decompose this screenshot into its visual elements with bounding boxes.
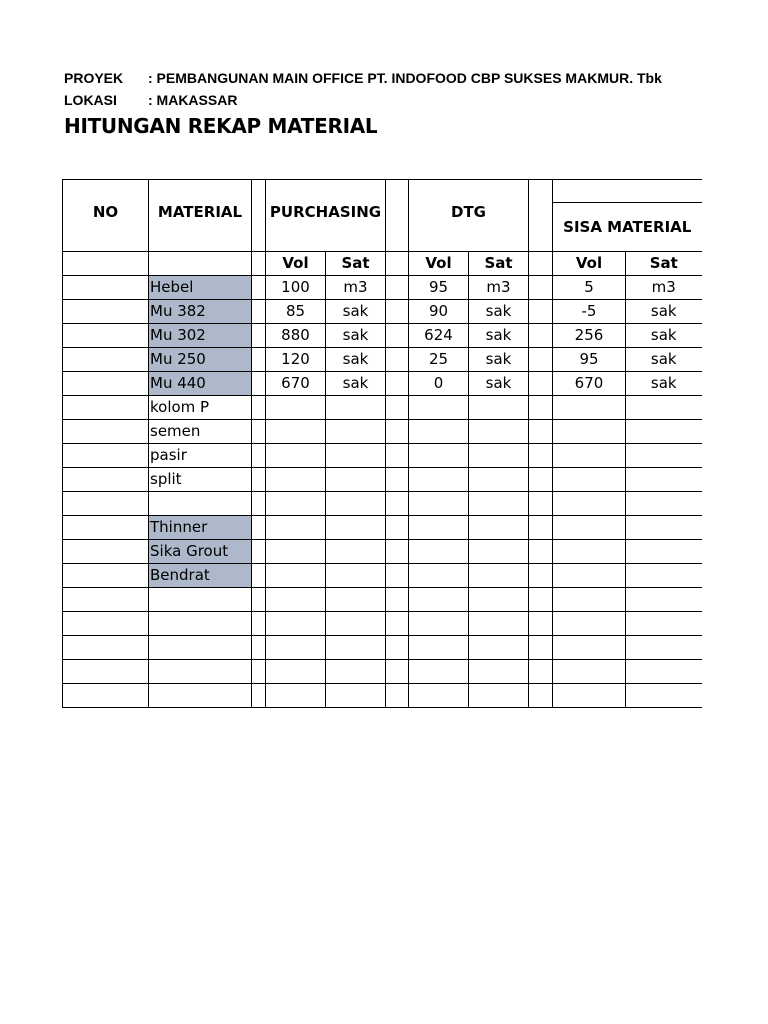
material-name-cell: Mu 382 [149, 300, 252, 324]
purchasing-vol-cell: 670 [266, 372, 326, 396]
sisa-vol-cell: 95 [553, 348, 626, 372]
purchasing-vol-cell [266, 516, 326, 540]
dtg-vol-cell [409, 444, 469, 468]
purchasing-sat-cell [326, 492, 386, 516]
spacer-cell [529, 396, 553, 420]
purchasing-sat-cell [326, 444, 386, 468]
dtg-sat-cell [469, 564, 529, 588]
spacer-cell [529, 612, 553, 636]
spacer-cell [386, 324, 409, 348]
spacer-cell [529, 372, 553, 396]
row-no-cell [63, 540, 149, 564]
purchasing-vol-cell: 85 [266, 300, 326, 324]
dtg-sat-cell [469, 588, 529, 612]
spacer-cell [386, 612, 409, 636]
sisa-sat-cell [626, 564, 702, 588]
sisa-sat-cell [626, 420, 702, 444]
spacer-cell [386, 684, 409, 708]
sisa-vol-header: Vol [553, 252, 626, 276]
document-title: HITUNGAN REKAP MATERIAL [64, 114, 378, 138]
table-row [63, 636, 702, 660]
material-name-cell: Mu 440 [149, 372, 252, 396]
sisa-sat-cell: sak [626, 324, 702, 348]
dtg-vol-cell: 25 [409, 348, 469, 372]
material-name-cell: Hebel [149, 276, 252, 300]
dtg-sat-cell [469, 420, 529, 444]
table-row [63, 324, 702, 348]
col-header-no: NO [63, 180, 149, 252]
spacer-cell [529, 444, 553, 468]
spacer-cell [386, 636, 409, 660]
spacer-cell [386, 420, 409, 444]
spacer-cell [252, 420, 266, 444]
sisa-sat-cell: sak [626, 348, 702, 372]
sisa-vol-cell [553, 660, 626, 684]
spacer-cell [529, 684, 553, 708]
material-name-cell [149, 636, 252, 660]
sisa-vol-cell [553, 396, 626, 420]
spacer-cell [252, 492, 266, 516]
dtg-vol-cell: 0 [409, 372, 469, 396]
col-header-material: MATERIAL [149, 180, 252, 252]
material-name-cell: split [149, 468, 252, 492]
dtg-sat-cell [469, 636, 529, 660]
table-row [63, 588, 702, 612]
spacer-cell [386, 348, 409, 372]
material-name-cell: Thinner [149, 516, 252, 540]
row-no-cell [63, 420, 149, 444]
lokasi-label: LOKASI [64, 92, 117, 108]
spacer-cell [252, 468, 266, 492]
row-no-cell [63, 588, 149, 612]
table-row [63, 540, 702, 564]
purchasing-vol-cell [266, 468, 326, 492]
purchasing-vol-cell [266, 564, 326, 588]
spacer-cell [386, 516, 409, 540]
table-row [63, 660, 702, 684]
dtg-vol-cell: 95 [409, 276, 469, 300]
spacer-cell [529, 276, 553, 300]
sisa-vol-cell [553, 684, 626, 708]
proyek-value: : PEMBANGUNAN MAIN OFFICE PT. INDOFOOD CBP SUKSES MAKMUR. Tbk [148, 70, 662, 86]
table-row [63, 564, 702, 588]
dtg-vol-cell [409, 660, 469, 684]
spacer-cell [529, 300, 553, 324]
spacer-cell [529, 252, 553, 276]
spacer-cell [386, 372, 409, 396]
spacer-cell [252, 612, 266, 636]
spacer-cell [529, 564, 553, 588]
purchasing-sat-cell: sak [326, 348, 386, 372]
dtg-vol-cell: 90 [409, 300, 469, 324]
purchasing-vol-cell: 880 [266, 324, 326, 348]
spacer-cell [252, 684, 266, 708]
purchasing-sat-cell [326, 540, 386, 564]
dtg-sat-cell [469, 396, 529, 420]
purchasing-sat-cell [326, 420, 386, 444]
spacer-cell [529, 324, 553, 348]
row-no-cell [63, 444, 149, 468]
purchasing-sat-cell [326, 660, 386, 684]
row-no-cell [63, 516, 149, 540]
sisa-vol-cell [553, 540, 626, 564]
spacer-cell [252, 516, 266, 540]
sisa-vol-cell [553, 444, 626, 468]
row-no-cell [63, 660, 149, 684]
dtg-vol-cell [409, 588, 469, 612]
sisa-vol-cell: 5 [553, 276, 626, 300]
spacer-cell [252, 588, 266, 612]
material-name-cell: Mu 250 [149, 348, 252, 372]
purchasing-sat-cell [326, 396, 386, 420]
dtg-sat-cell [469, 660, 529, 684]
dtg-vol-cell [409, 396, 469, 420]
sisa-sat-cell [626, 540, 702, 564]
table-row [63, 420, 702, 444]
sisa-blank-cell [553, 180, 702, 203]
sisa-vol-cell: 670 [553, 372, 626, 396]
material-name-cell [149, 492, 252, 516]
purchasing-sat-cell [326, 636, 386, 660]
dtg-vol-header: Vol [409, 252, 469, 276]
spacer-cell [252, 180, 266, 252]
dtg-sat-cell [469, 684, 529, 708]
table-row [63, 348, 702, 372]
dtg-sat-cell [469, 516, 529, 540]
row-no-cell [63, 396, 149, 420]
purchasing-vol-cell [266, 420, 326, 444]
row-no-cell [63, 468, 149, 492]
purchasing-vol-cell: 120 [266, 348, 326, 372]
purchasing-sat-cell: sak [326, 372, 386, 396]
dtg-sat-cell [469, 540, 529, 564]
dtg-vol-cell [409, 540, 469, 564]
dtg-sat-cell: sak [469, 324, 529, 348]
dtg-vol-cell [409, 420, 469, 444]
spacer-cell [386, 540, 409, 564]
proyek-row [64, 70, 662, 86]
purchasing-vol-cell [266, 492, 326, 516]
spacer-cell [529, 180, 553, 252]
row-no-cell [63, 612, 149, 636]
purchasing-vol-cell [266, 636, 326, 660]
material-name-cell: kolom P [149, 396, 252, 420]
spacer-cell [252, 276, 266, 300]
dtg-vol-cell [409, 468, 469, 492]
sisa-vol-cell [553, 420, 626, 444]
dtg-sat-cell [469, 612, 529, 636]
material-name-cell: Bendrat [149, 564, 252, 588]
col-header-purchasing: PURCHASING [266, 180, 386, 252]
dtg-vol-cell [409, 612, 469, 636]
material-name-cell [149, 660, 252, 684]
spacer-cell [529, 492, 553, 516]
spacer-cell [386, 180, 409, 252]
subheader-cell [63, 252, 149, 276]
material-name-cell: pasir [149, 444, 252, 468]
purchasing-sat-cell [326, 588, 386, 612]
spacer-cell [529, 540, 553, 564]
purchasing-vol-cell [266, 444, 326, 468]
purchasing-vol-header: Vol [266, 252, 326, 276]
sisa-vol-cell [553, 468, 626, 492]
spacer-cell [252, 660, 266, 684]
dtg-vol-cell [409, 636, 469, 660]
spacer-cell [529, 660, 553, 684]
dtg-sat-cell: sak [469, 348, 529, 372]
sisa-sat-cell [626, 492, 702, 516]
sisa-vol-cell [553, 492, 626, 516]
purchasing-sat-cell: sak [326, 300, 386, 324]
purchasing-sat-cell [326, 612, 386, 636]
row-no-cell [63, 492, 149, 516]
dtg-sat-cell: sak [469, 300, 529, 324]
spacer-cell [386, 468, 409, 492]
sisa-sat-cell: sak [626, 300, 702, 324]
row-no-cell [63, 348, 149, 372]
table-row [63, 396, 702, 420]
purchasing-vol-cell [266, 684, 326, 708]
purchasing-sat-cell [326, 684, 386, 708]
sisa-sat-cell [626, 468, 702, 492]
purchasing-sat-cell: sak [326, 324, 386, 348]
material-name-cell [149, 684, 252, 708]
spacer-cell [386, 564, 409, 588]
spacer-cell [529, 468, 553, 492]
subheader-row [63, 252, 702, 276]
sisa-sat-cell [626, 588, 702, 612]
dtg-sat-cell [469, 468, 529, 492]
row-no-cell [63, 276, 149, 300]
dtg-vol-cell [409, 684, 469, 708]
spacer-cell [386, 492, 409, 516]
dtg-vol-cell [409, 516, 469, 540]
table-row [63, 468, 702, 492]
spacer-cell [252, 372, 266, 396]
spacer-cell [252, 540, 266, 564]
material-name-cell: Sika Grout [149, 540, 252, 564]
subheader-cell [149, 252, 252, 276]
purchasing-vol-cell [266, 540, 326, 564]
sisa-sat-cell [626, 396, 702, 420]
col-header-dtg: DTG [409, 180, 529, 252]
spacer-cell [386, 276, 409, 300]
dtg-sat-cell: sak [469, 372, 529, 396]
spacer-cell [529, 516, 553, 540]
table-row [63, 684, 702, 708]
spacer-cell [386, 588, 409, 612]
sisa-sat-header: Sat [626, 252, 702, 276]
dtg-sat-cell: m3 [469, 276, 529, 300]
spacer-cell [529, 420, 553, 444]
material-name-cell: Mu 302 [149, 324, 252, 348]
dtg-sat-cell [469, 444, 529, 468]
sisa-vol-cell [553, 612, 626, 636]
purchasing-vol-cell [266, 396, 326, 420]
table-row [63, 300, 702, 324]
spacer-cell [252, 444, 266, 468]
spacer-cell [252, 396, 266, 420]
row-no-cell [63, 636, 149, 660]
spacer-cell [529, 348, 553, 372]
dtg-vol-cell [409, 492, 469, 516]
sisa-sat-cell [626, 444, 702, 468]
spacer-cell [386, 396, 409, 420]
spacer-cell [386, 252, 409, 276]
purchasing-sat-cell [326, 516, 386, 540]
material-name-cell [149, 612, 252, 636]
purchasing-vol-cell [266, 660, 326, 684]
purchasing-sat-cell [326, 468, 386, 492]
sisa-vol-cell [553, 516, 626, 540]
row-no-cell [63, 324, 149, 348]
sisa-sat-cell [626, 660, 702, 684]
spacer-cell [252, 300, 266, 324]
sisa-sat-cell [626, 684, 702, 708]
purchasing-sat-cell: m3 [326, 276, 386, 300]
table-row [63, 516, 702, 540]
purchasing-sat-cell [326, 564, 386, 588]
dtg-sat-cell [469, 492, 529, 516]
lokasi-row [64, 92, 237, 108]
sisa-vol-cell: -5 [553, 300, 626, 324]
sisa-sat-cell [626, 612, 702, 636]
sisa-vol-cell [553, 636, 626, 660]
table-row [63, 612, 702, 636]
table-row [63, 444, 702, 468]
purchasing-sat-header: Sat [326, 252, 386, 276]
spacer-cell [252, 324, 266, 348]
spacer-cell [529, 588, 553, 612]
table-row [63, 492, 702, 516]
spacer-cell [252, 636, 266, 660]
material-name-cell [149, 588, 252, 612]
sisa-sat-cell [626, 636, 702, 660]
row-no-cell [63, 684, 149, 708]
sisa-sat-cell [626, 516, 702, 540]
header-row [63, 180, 702, 203]
sisa-sat-cell: sak [626, 372, 702, 396]
sisa-vol-cell: 256 [553, 324, 626, 348]
row-no-cell [63, 564, 149, 588]
material-table [62, 179, 702, 708]
spacer-cell [252, 252, 266, 276]
row-no-cell [63, 300, 149, 324]
proyek-label: PROYEK [64, 70, 124, 86]
dtg-sat-header: Sat [469, 252, 529, 276]
spacer-cell [386, 300, 409, 324]
dtg-vol-cell: 624 [409, 324, 469, 348]
table-row [63, 372, 702, 396]
col-header-sisa-material: SISA MATERIAL [553, 203, 702, 252]
row-no-cell [63, 372, 149, 396]
lokasi-value: : MAKASSAR [148, 92, 238, 108]
spacer-cell [252, 564, 266, 588]
sisa-sat-cell: m3 [626, 276, 702, 300]
purchasing-vol-cell: 100 [266, 276, 326, 300]
sisa-vol-cell [553, 564, 626, 588]
purchasing-vol-cell [266, 612, 326, 636]
spacer-cell [529, 636, 553, 660]
table-row [63, 276, 702, 300]
sisa-vol-cell [553, 588, 626, 612]
spacer-cell [386, 660, 409, 684]
material-name-cell: semen [149, 420, 252, 444]
spacer-cell [386, 444, 409, 468]
spacer-cell [252, 348, 266, 372]
dtg-vol-cell [409, 564, 469, 588]
purchasing-vol-cell [266, 588, 326, 612]
